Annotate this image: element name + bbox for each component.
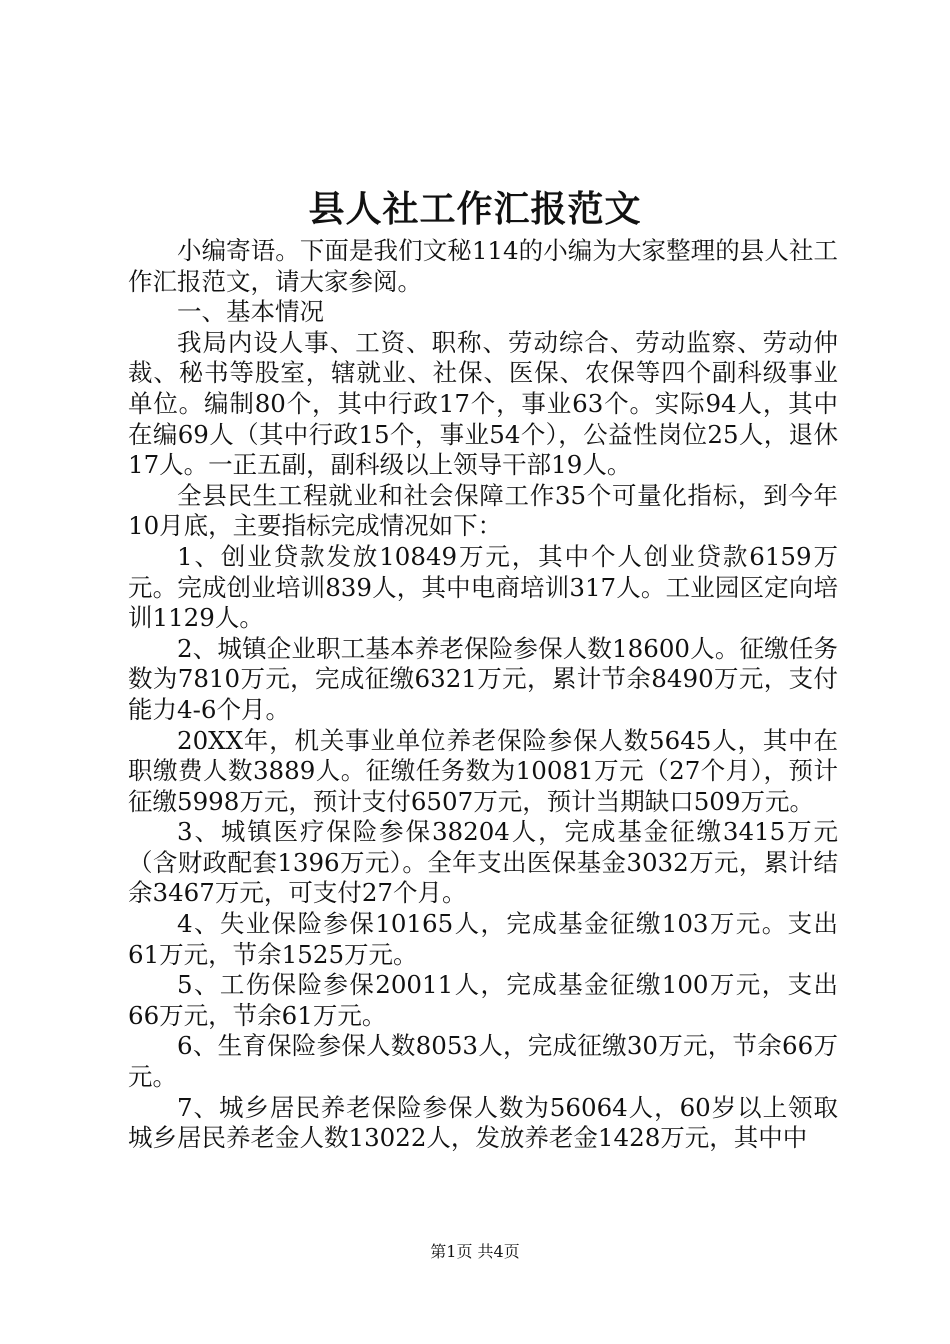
paragraph-item-6: 6、生育保险参保人数8053人，完成征缴30万元，节余66万元。 bbox=[128, 1031, 838, 1092]
paragraph-item-7: 7、城乡居民养老保险参保人数为56064人，60岁以上领取城乡居民养老金人数13022人，发放养老金1428万元，其中中 bbox=[128, 1092, 838, 1153]
paragraph-item-1: 1、创业贷款发放10849万元，其中个人创业贷款6159万元。完成创业培训839人，其中电商培训317人。工业园区定向培训1129人。 bbox=[128, 541, 838, 633]
document-title: 县人社工作汇报范文 bbox=[308, 188, 642, 230]
paragraph-item-4: 4、失业保险参保10165人，完成基金征缴103万元。支出61万元，节余1525万元。 bbox=[128, 909, 838, 969]
section-heading-basic-situation: 一、基本情况 bbox=[177, 297, 324, 327]
paragraph-institution-pension: 20XX年，机关事业单位养老保险参保人数5645人，其中在职缴费人数3889人。征缴任务数为10081万元（27个月），预计征缴5998万元，预计支付6507万元，预计当期缺口509万元。 bbox=[128, 725, 838, 816]
paragraph-item-5: 5、工伤保险参保20011人，完成基金征缴100万元，支出66万元，节余61万元。 bbox=[128, 970, 838, 1030]
paragraph-item-3: 3、城镇医疗保险参保38204人，完成基金征缴3415万元（含财政配套1396万元）。全年支出医保基金3032万元，累计结余3467万元，可支付27个月。 bbox=[128, 817, 838, 908]
paragraph-item-2: 2、城镇企业职工基本养老保险参保人数18600人。征缴任务数为7810万元，完成征缴6321万元，累计节余8490万元，支付能力4-6个月。 bbox=[128, 633, 838, 724]
paragraph-indicators-summary: 全县民生工程就业和社会保障工作35个可量化指标，到今年10月底，主要指标完成情况如下： bbox=[128, 480, 838, 541]
paragraph-organization: 我局内设人事、工资、职称、劳动综合、劳动监察、劳动仲裁、秘书等股室，辖就业、社保、医保、农保等四个副科级事业单位。编制80个，其中行政17个，事业63个。实际94人，其中在编69人（其中行政15个，事业54个），公益性岗位25人，退休17人。一正五副，副科级以上领导干部19人。 bbox=[128, 327, 838, 480]
page-number-footer: 第1页 共4页 bbox=[430, 1242, 520, 1261]
document-body bbox=[128, 236, 838, 1154]
paragraph-intro: 小编寄语。下面是我们文秘114的小编为大家整理的县人社工作汇报范文，请大家参阅。 bbox=[128, 236, 838, 296]
